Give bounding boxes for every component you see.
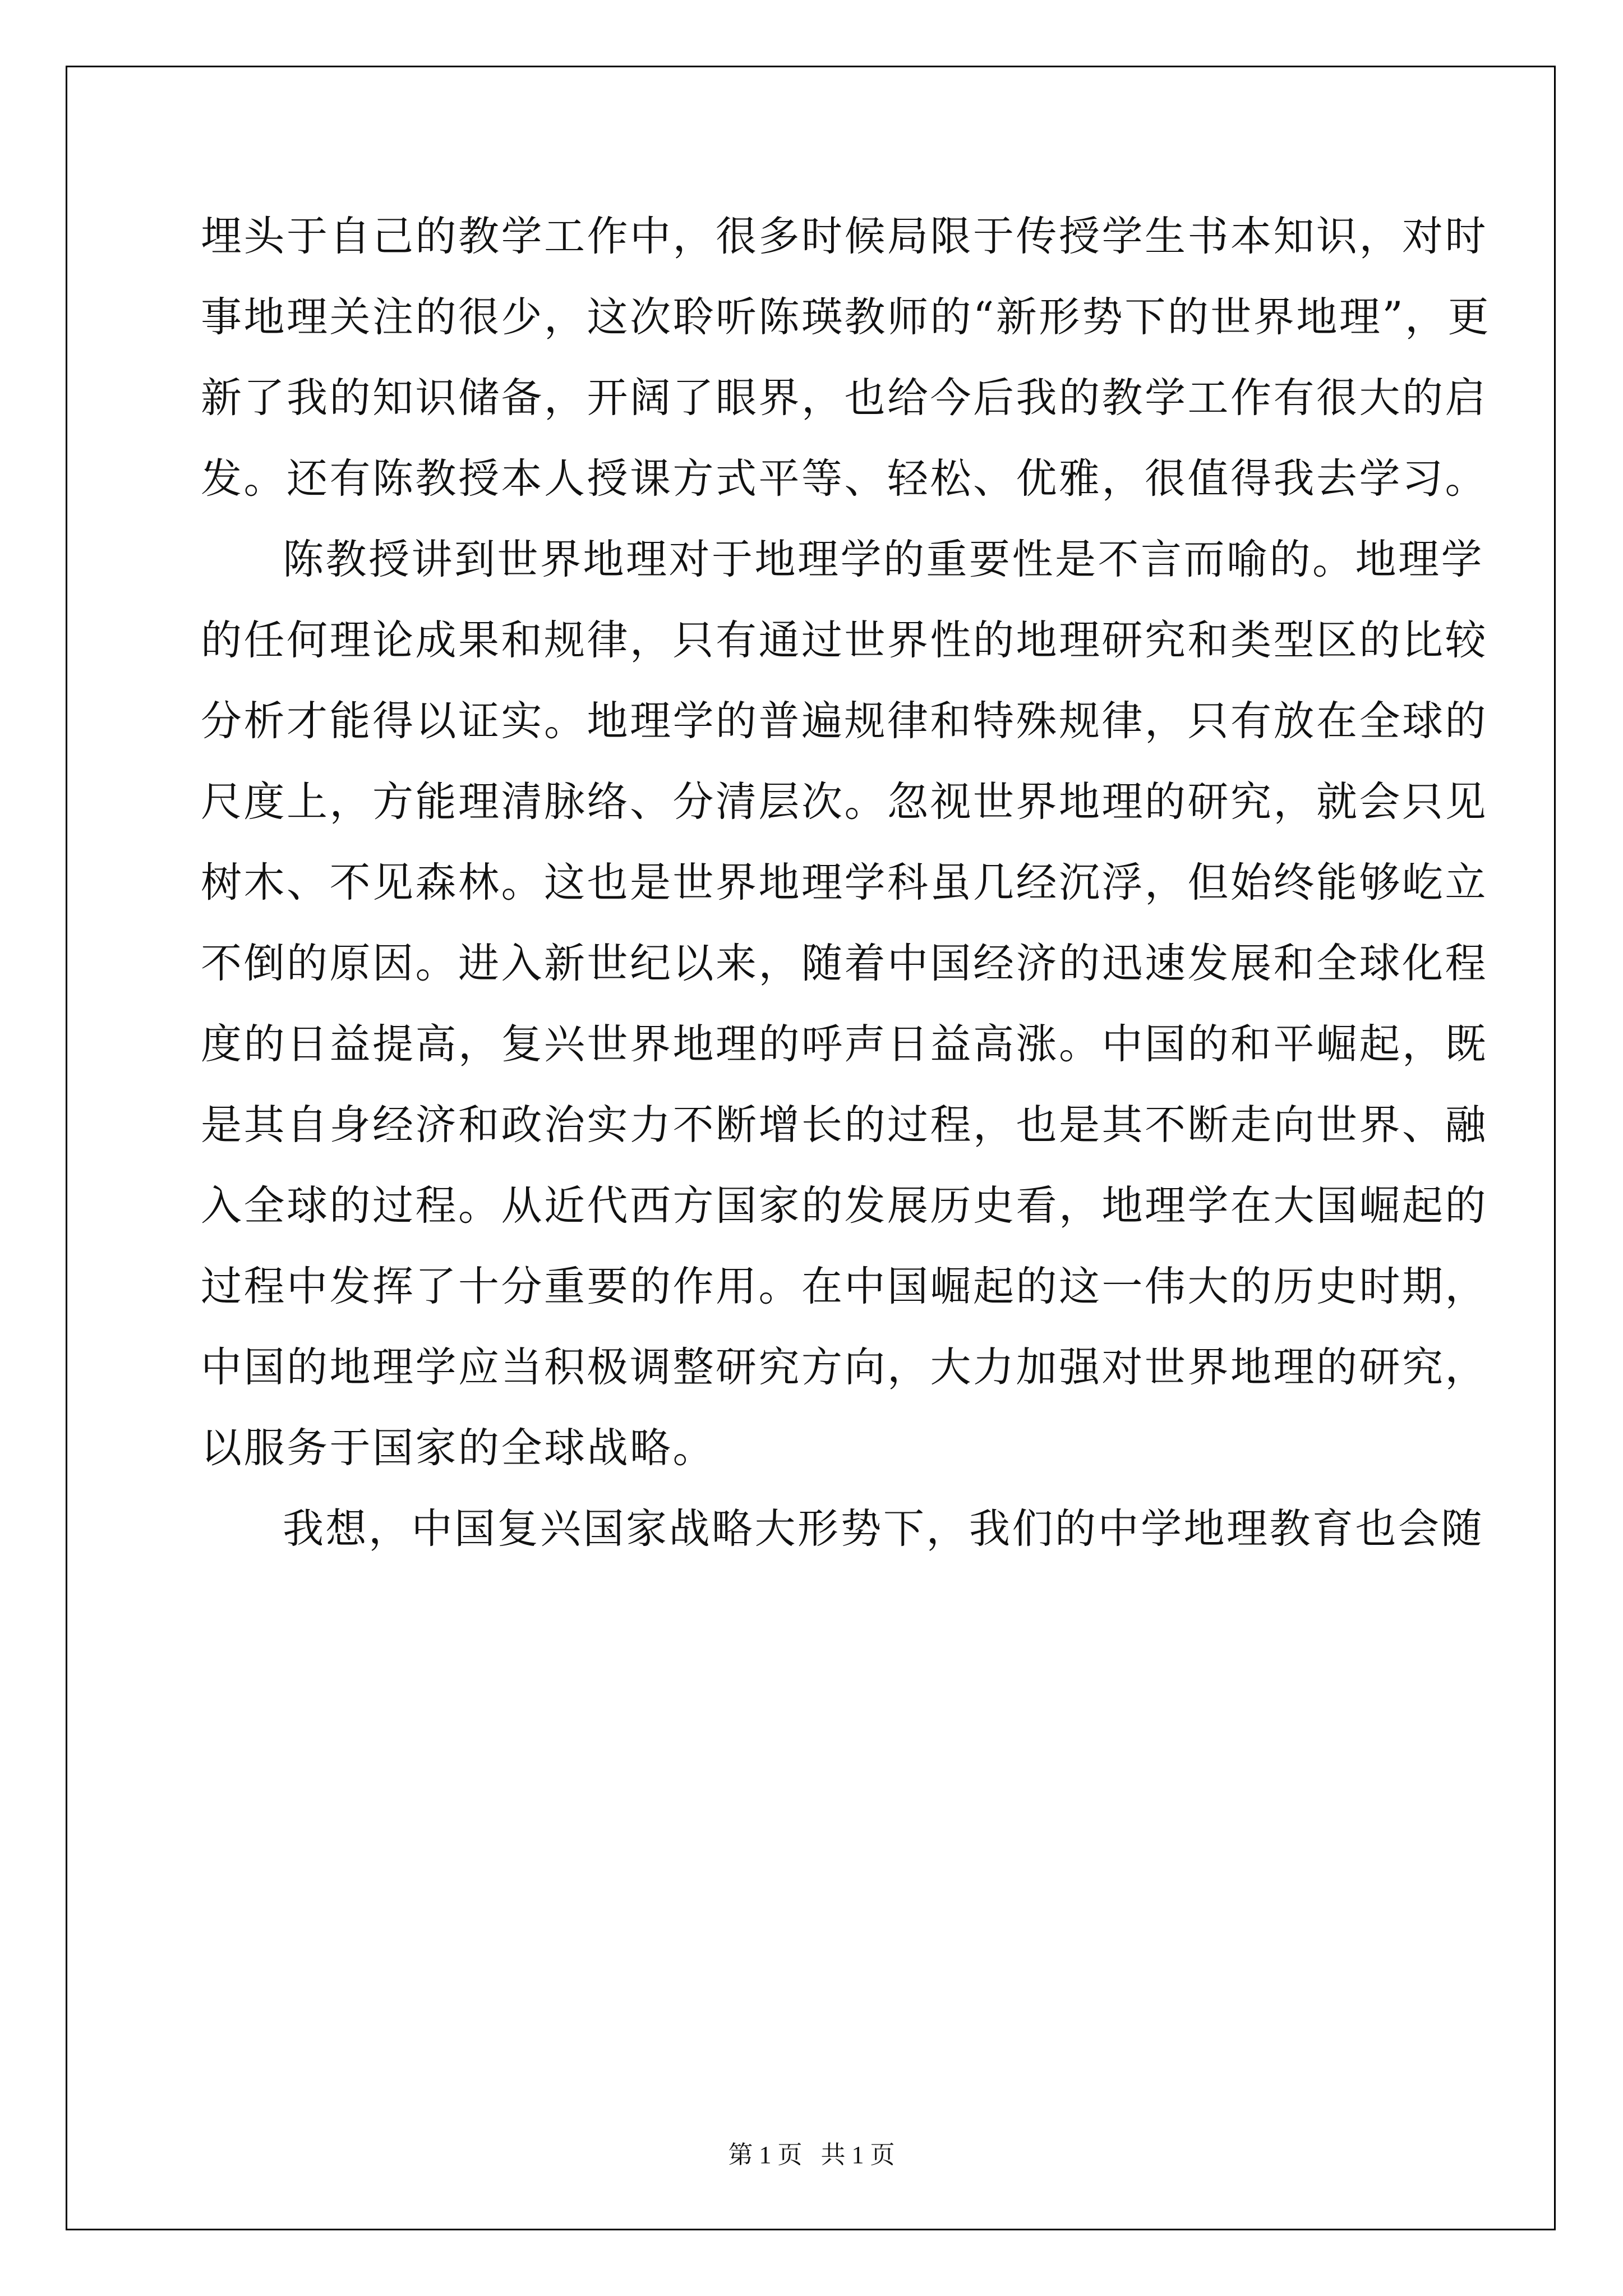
text-line: 度的日益提高，复兴世界地理的呼声日益高涨。中国的和平崛起，既 bbox=[201, 1020, 1488, 1068]
text-line: 新了我的知识储备，开阔了眼界，也给今后我的教学工作有很大的启 bbox=[201, 374, 1488, 422]
text-line: 事地理关注的很少，这次聆听陈瑛教师的“新形势下的世界地理”，更 bbox=[201, 293, 1491, 341]
text-line: 分析才能得以证实。地理学的普遍规律和特殊规律，只有放在全球的 bbox=[201, 697, 1488, 745]
page-footer: 第 1 页 共 1 页 bbox=[728, 2141, 895, 2169]
text-line: 是其自身经济和政治实力不断增长的过程，也是其不断走向世界、融 bbox=[201, 1101, 1488, 1149]
text-line: 入全球的过程。从近代西方国家的发展历史看，地理学在大国崛起的 bbox=[201, 1182, 1488, 1230]
text-line: 的任何理论成果和规律，只有通过世界性的地理研究和类型区的比较 bbox=[201, 616, 1488, 664]
text-line: 尺度上，方能理清脉络、分清层次。忽视世界地理的研究，就会只见 bbox=[201, 778, 1488, 826]
text-line: 过程中发挥了十分重要的作用。在中国崛起的这一伟大的历史时期， bbox=[201, 1263, 1488, 1310]
text-line: 我想，中国复兴国家战略大形势下，我们的中学地理教育也会随 bbox=[283, 1505, 1484, 1553]
text-line: 埋头于自己的教学工作中，很多时候局限于传授学生书本知识，对时 bbox=[201, 213, 1488, 260]
text-line: 中国的地理学应当积极调整研究方向，大力加强对世界地理的研究， bbox=[201, 1343, 1488, 1391]
text-line: 以服务于国家的全球战略。 bbox=[201, 1424, 716, 1472]
text-line: 陈教授讲到世界地理对于地理学的重要性是不言而喻的。地理学 bbox=[283, 536, 1484, 583]
text-line: 发。还有陈教授本人授课方式平等、轻松、优雅，很值得我去学习。 bbox=[201, 455, 1488, 503]
text-line: 不倒的原因。进入新世纪以来，随着中国经济的迅速发展和全球化程 bbox=[201, 940, 1488, 987]
text-line: 树木、不见森林。这也是世界地理学科虽几经沉浮，但始终能够屹立 bbox=[201, 859, 1488, 907]
